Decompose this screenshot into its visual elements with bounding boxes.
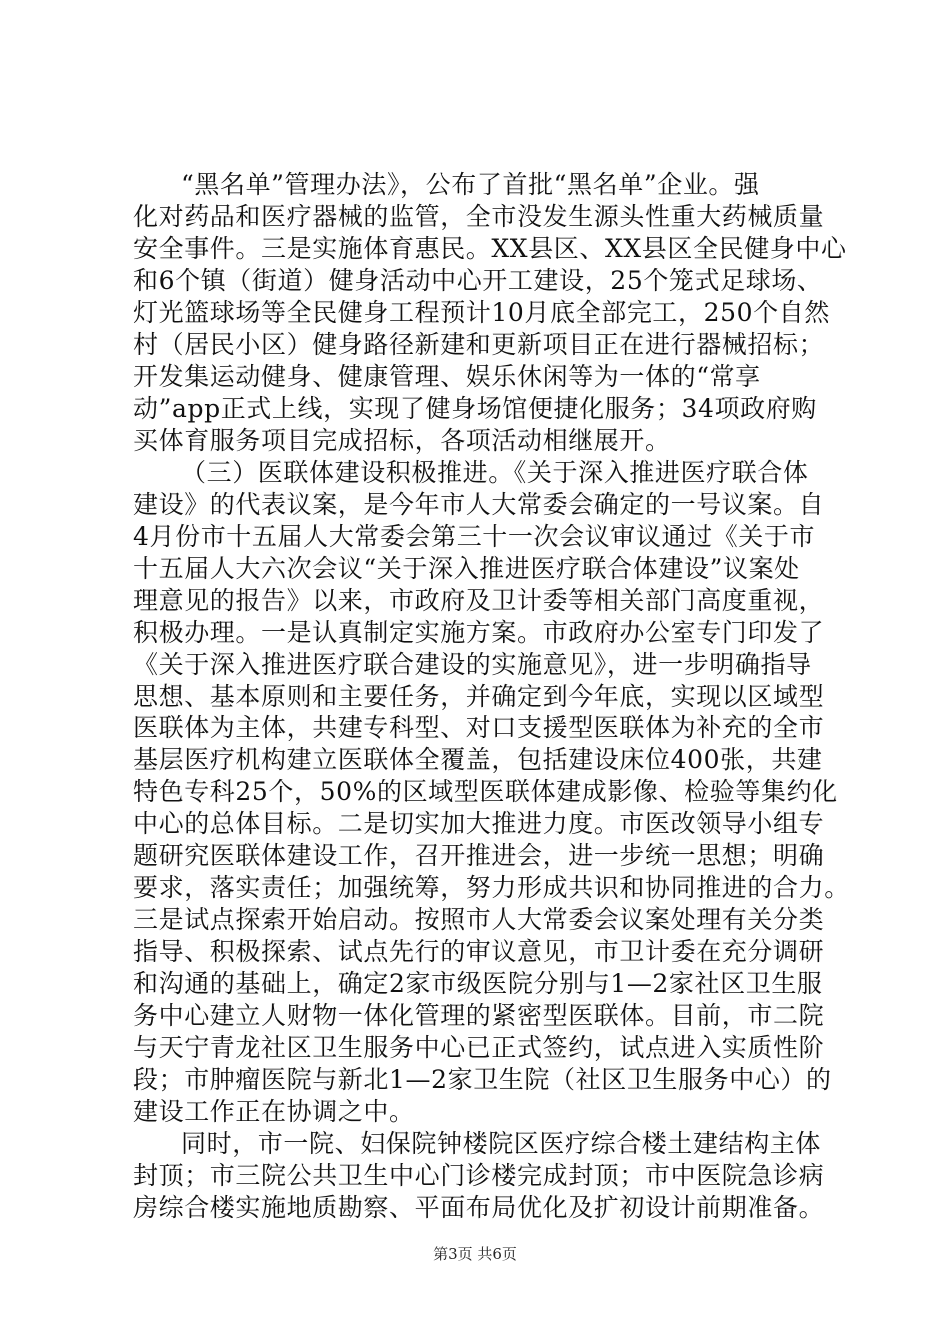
text-line: 十五届人大六次会议“关于深入推进医疗联合体建设”议案处	[133, 553, 800, 583]
page-number-footer: 第3页 共6页	[433, 1245, 517, 1263]
text-line: 指导、积极探索、试点先行的审议意见，市卫计委在充分调研	[133, 937, 825, 967]
text-line: 买体育服务项目完成招标，各项活动相继展开。	[133, 425, 671, 455]
text-line: 积极办理。一是认真制定实施方案。市政府办公室专门印发了	[133, 617, 825, 647]
text-line: 灯光篮球场等全民健身工程预计10月底全部完工，250个自然	[133, 297, 830, 327]
text-line: 同时，市一院、妇保院钟楼院区医疗综合楼土建结构主体	[181, 1129, 822, 1159]
text-line: 题研究医联体建设工作，召开推进会，进一步统一思想；明确	[133, 841, 825, 871]
text-line: “黑名单”管理办法》，公布了首批“黑名单”企业。强	[181, 170, 760, 199]
text-line: 建设工作正在协调之中。	[133, 1097, 415, 1127]
text-line: 建设》的代表议案，是今年市人大常委会确定的一号议案。自	[133, 489, 825, 519]
text-line: 段；市肿瘤医院与新北1—2家卫生院（社区卫生服务中心）的	[133, 1065, 832, 1095]
text-line: 要求，落实责任；加强统筹，努力形成共识和协同推进的合力。	[133, 873, 850, 903]
text-line: 三是试点探索开始启动。按照市人大常委会议案处理有关分类	[133, 905, 825, 935]
text-line: 4月份市十五届人大常委会第三十一次会议审议通过《关于市	[133, 521, 816, 551]
text-line: 《关于深入推进医疗联合建设的实施意见》，进一步明确指导	[133, 649, 812, 679]
text-line: 务中心建立人财物一体化管理的紧密型医联体。目前，市二院	[133, 1001, 825, 1031]
text-line: 动”app正式上线，实现了健身场馆便捷化服务；34项政府购	[133, 393, 817, 423]
text-line: 与天宁青龙社区卫生服务中心已正式签约，试点进入实质性阶	[133, 1033, 825, 1063]
text-line: 房综合楼实施地质勘察、平面布局优化及扩初设计前期准备。	[133, 1193, 825, 1222]
text-line: 思想、基本原则和主要任务，并确定到今年底，实现以区域型	[133, 681, 825, 711]
text-line: 基层医疗机构建立医联体全覆盖，包括建设床位400张，共建	[133, 745, 823, 775]
text-line: 安全事件。三是实施体育惠民。XX县区、XX县区全民健身中心	[133, 233, 847, 263]
text-line: 特色专科25个，50%的区域型医联体建成影像、检验等集约化	[133, 777, 838, 807]
text-line: 村（居民小区）健身路径新建和更新项目正在进行器械招标；	[133, 329, 825, 359]
text-line: 中心的总体目标。二是切实加大推进力度。市医改领导小组专	[133, 809, 825, 839]
text-line: （三）医联体建设积极推进。《关于深入推进医疗联合体	[181, 457, 809, 487]
text-line: 理意见的报告》以来，市政府及卫计委等相关部门高度重视，	[133, 585, 825, 615]
text-line: 化对药品和医疗器械的监管，全市没发生源头性重大药械质量	[133, 201, 825, 231]
text-line: 开发集运动健身、健康管理、娱乐休闲等为一体的“常享	[133, 361, 761, 391]
text-line: 和沟通的基础上，确定2家市级医院分别与1—2家社区卫生服	[133, 969, 823, 999]
text-line: 封顶；市三院公共卫生中心门诊楼完成封顶；市中医院急诊病	[133, 1161, 825, 1191]
text-line: 和6个镇（街道）健身活动中心开工建设，25个笼式足球场、	[133, 265, 823, 295]
text-line: 医联体为主体，共建专科型、对口支援型医联体为补充的全市	[133, 713, 825, 743]
